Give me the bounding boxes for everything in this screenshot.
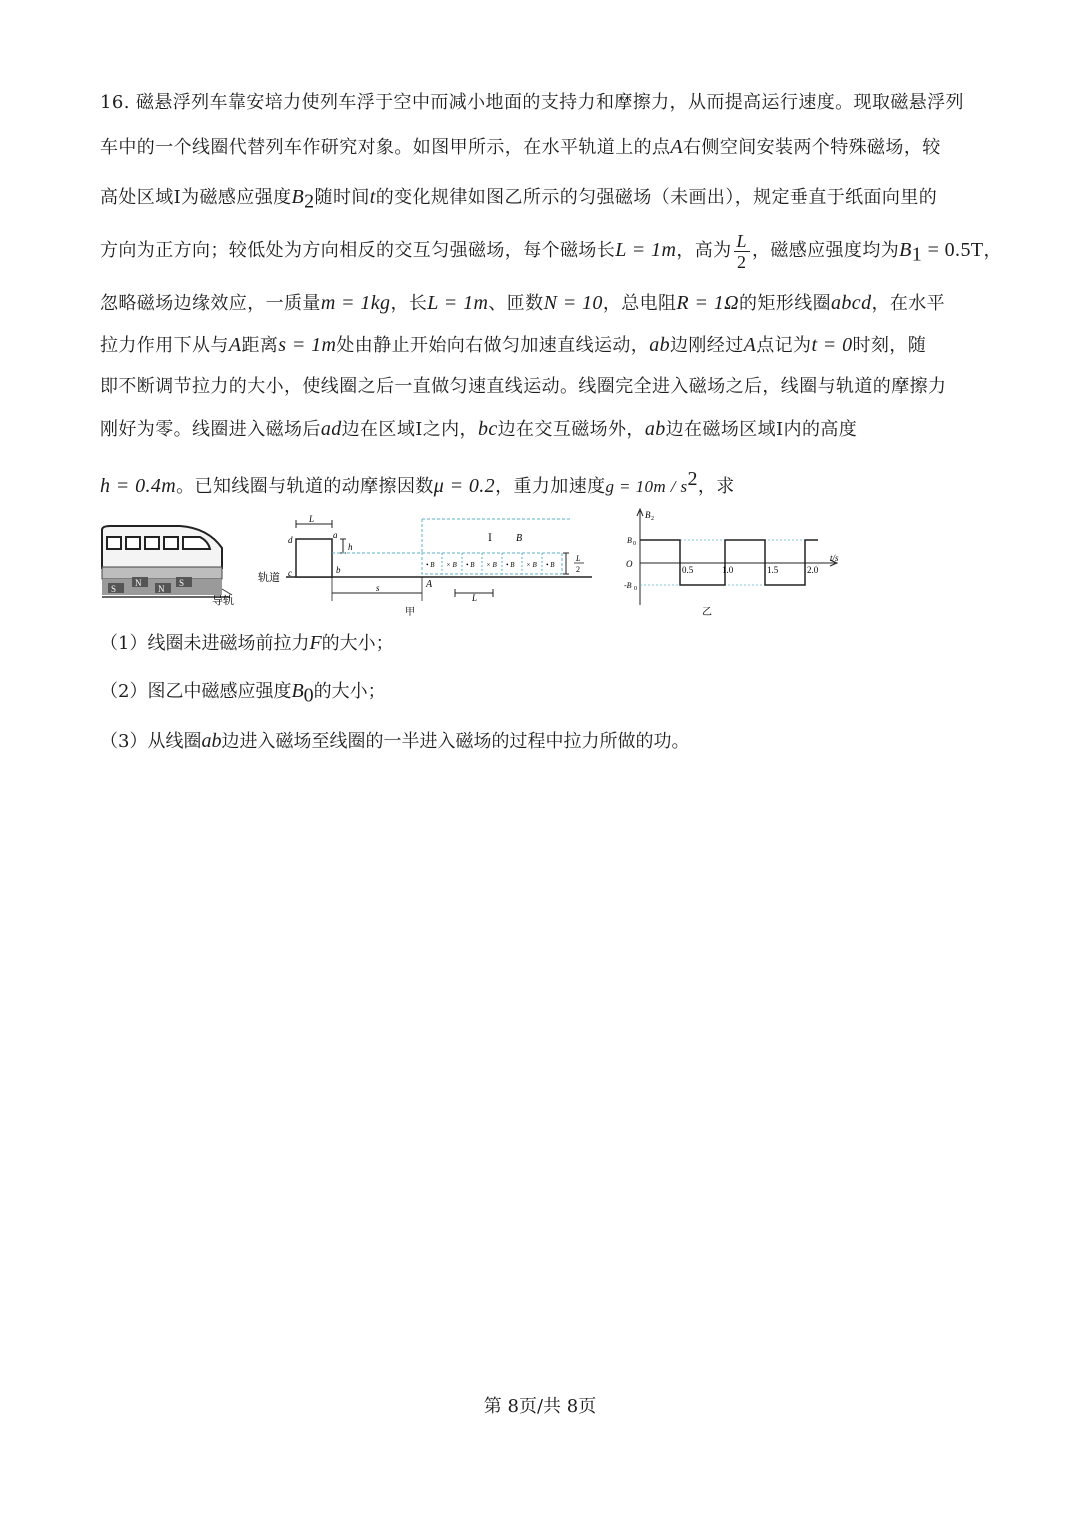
problem-line-5 (100, 290, 1000, 317)
text: 刚好为零。线圈进入磁场后 (100, 419, 321, 440)
eq-t0: t = 0 (811, 334, 853, 356)
field-cell: × B (486, 561, 497, 569)
corner-a: a (333, 530, 338, 540)
x-axis-label: t/s (830, 553, 839, 563)
problem-line-7 (100, 374, 1000, 400)
text: 边在交互磁场外， (497, 419, 645, 440)
problem-line-8 (100, 416, 1000, 443)
text: 点记为 (756, 335, 812, 356)
text: 磁悬浮列车靠安培力使列车浮于空中而减小地面的支持力和摩擦力，从而提高运行速度。现取磁悬浮列 (135, 92, 964, 113)
problem-number: 16. (100, 92, 130, 113)
var-B1: B (899, 239, 912, 261)
magnet-label: N (158, 584, 165, 594)
var-abcd: abcd (831, 292, 872, 314)
text: 、匝数 (488, 293, 544, 314)
s-label: s (376, 583, 380, 593)
negB0-subscript: 0 (634, 586, 637, 592)
text: 忽略磁场边缘效应，一质量 (100, 293, 321, 314)
text: 随时间 (314, 187, 370, 208)
text: 边刚经过 (670, 335, 744, 356)
field-cell: • B (426, 561, 435, 569)
text: 距离 (241, 335, 279, 356)
text: ，求 (697, 476, 735, 497)
text: 的大小； (313, 681, 386, 702)
eq-mu: μ = 0.2 (433, 475, 496, 497)
eq-R: R = 1Ω (676, 292, 739, 314)
track-label: 轨道 (258, 572, 280, 584)
eq-N: N = 10 (543, 292, 603, 314)
B2-label: B (516, 533, 523, 544)
text: 边在区域Ⅰ之内， (341, 419, 478, 440)
corner-c: c (288, 568, 292, 578)
var-B0: B (291, 680, 304, 702)
text: 边进入磁场至线圈的一半进入磁场的过程中拉力所做的功。 (221, 731, 690, 752)
text: 即不断调节拉力的大小，使线圈之后一直做匀速直线运动。线圈完全进入磁场之后，线圈与轨道的摩擦力 (100, 376, 947, 397)
magnet-label: S (111, 584, 117, 594)
text: ，重力加速度 (495, 476, 606, 497)
figure-caption-jia: 甲 (405, 607, 415, 618)
magnet-label: N (135, 578, 142, 588)
fraction-L-over-2 (734, 231, 750, 272)
question-3 (100, 728, 689, 755)
eq-h: h = 0.4m (100, 475, 177, 497)
field-cell: • B (466, 561, 475, 569)
corner-b: b (336, 565, 341, 575)
half-L-numerator: L (576, 554, 581, 563)
figure-caption-yi: 乙 (702, 607, 712, 618)
var-ad: ad (320, 418, 342, 440)
value-B1: = 0.5T (922, 239, 984, 261)
text: 。已知线圈与轨道的动摩擦因数 (176, 476, 434, 497)
question-1 (100, 630, 394, 657)
text: （3）从线圈 (100, 731, 202, 752)
text: ， (983, 240, 1002, 261)
L-bottom-label: L (472, 593, 478, 603)
field-cell: • B (506, 561, 515, 569)
tick-label: 2.0 (807, 565, 819, 575)
text: 方向为正方向；较低处为方向相反的交互匀强磁场，每个磁场长 (100, 240, 616, 261)
text: 的大小； (321, 633, 394, 654)
problem-line-2 (100, 134, 1000, 161)
negB0-label: -B (624, 581, 632, 590)
text: 高处区域Ⅰ为磁感应强度 (100, 187, 292, 208)
magnet-label: S (179, 578, 185, 588)
subscript: 2 (304, 190, 315, 213)
half-L-denominator: 2 (576, 565, 580, 574)
text: 车中的一个线圈代替列车作研究对象。如图甲所示，在水平轨道上的点 (100, 137, 671, 158)
text: ，磁感应强度均为 (751, 240, 900, 261)
var-F: F (309, 632, 322, 654)
var-bc: bc (477, 418, 498, 440)
problem-line-3 (100, 184, 1000, 215)
subscript: 1 (911, 243, 923, 266)
eq-L: L = 1m (615, 239, 677, 261)
text: （1）线圈未进磁场前拉力 (100, 633, 310, 654)
text: 拉力作用下从与 (100, 335, 229, 356)
text: ，长 (390, 293, 428, 314)
dim-L-label: L (309, 514, 315, 524)
B0-label: B (627, 536, 632, 545)
region-I-label: Ⅰ (488, 533, 492, 544)
problem-line-1 (100, 90, 1000, 116)
var-B2: B (291, 186, 305, 208)
corner-d: d (288, 535, 293, 545)
problem-line-6 (100, 332, 1000, 359)
text: ，在水平 (871, 293, 946, 314)
field-cell: • B (546, 561, 555, 569)
superscript: 2 (687, 468, 698, 490)
page-footer: 第 8页/共 8页 (483, 1396, 597, 1417)
eq-g: g = 10m / s (605, 477, 688, 496)
text: 右侧空间安装两个特殊磁场，较 (683, 137, 941, 158)
fraction-denominator: 2 (737, 251, 747, 272)
var-ab: ab (644, 418, 666, 440)
text: 边在磁场区域Ⅰ内的高度 (665, 419, 858, 440)
h-label: h (348, 542, 353, 552)
y-axis-subscript: 2 (651, 516, 654, 522)
text: 处由静止开始向右做匀加速直线运动， (336, 335, 650, 356)
y-axis-label: B (645, 510, 651, 520)
coil-abcd (296, 539, 332, 577)
text: 的矩形线圈 (739, 293, 831, 314)
var-A: A (228, 334, 242, 356)
rail-label: 导轨 (212, 595, 234, 607)
field-cell: × B (446, 561, 457, 569)
tick-label: 1.0 (722, 565, 734, 575)
question-2 (100, 678, 386, 709)
figures (0, 505, 1080, 625)
maglev-train-illustration (102, 526, 234, 607)
var-A: A (743, 334, 757, 356)
point-A-label: A (426, 579, 433, 590)
figure-jia (258, 514, 592, 618)
subscript: 0 (303, 684, 314, 707)
figure-yi (624, 509, 839, 618)
eq-L: L = 1m (427, 292, 489, 314)
origin-label: O (626, 559, 633, 569)
text: ，总电阻 (602, 293, 677, 314)
text: 时刻，随 (852, 335, 927, 356)
var-ab: ab (201, 730, 222, 752)
problem-line-9 (100, 466, 1000, 500)
tick-label: 1.5 (767, 565, 779, 575)
text: ，高为 (676, 240, 732, 261)
eq-m: m = 1kg (320, 292, 391, 314)
var-ab: ab (649, 334, 670, 356)
tick-label: 0.5 (682, 565, 694, 575)
B0-subscript: 0 (633, 541, 636, 547)
text: （2）图乙中磁感应强度 (100, 681, 292, 702)
fraction-numerator: L (734, 231, 750, 252)
problem-line-4 (100, 228, 1000, 277)
field-cell: × B (526, 561, 537, 569)
eq-s: s = 1m (278, 334, 337, 356)
var-A: A (670, 136, 684, 158)
text: 的变化规律如图乙所示的匀强磁场（未画出），规定垂直于纸面向里的 (375, 187, 938, 208)
var-t: t (369, 186, 376, 208)
